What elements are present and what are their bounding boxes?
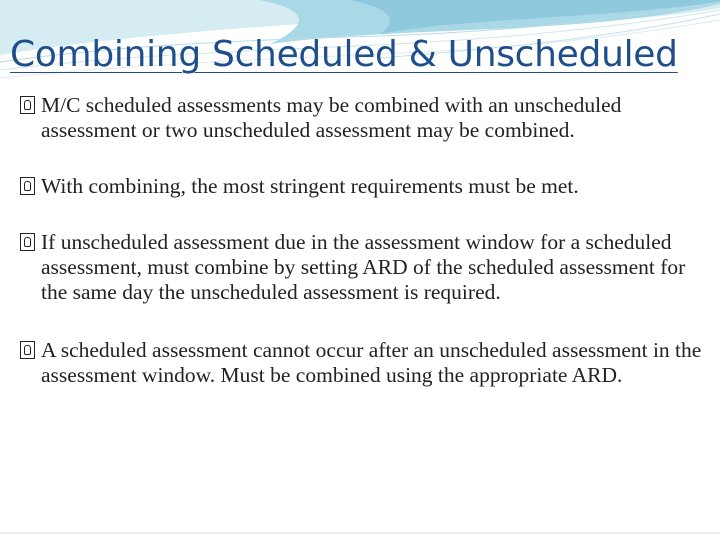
slide-title: Combining Scheduled & Unscheduled (10, 34, 678, 75)
bullet-text: With combining, the most stringent requirements must be met. (41, 174, 579, 198)
bullet-icon (20, 341, 35, 359)
bullet-item (18, 230, 714, 305)
bullet-item (18, 338, 714, 388)
bullet-text: If unscheduled assessment due in the assessment window for a scheduled assessment, must combine by setting ARD of the scheduled assessment for the same day the unscheduled assessment is required. (41, 230, 686, 304)
bullet-text: M/C scheduled assessments may be combined with an unscheduled assessment or two unscheduled assessment may be combined. (41, 93, 622, 142)
bullet-list (18, 93, 714, 388)
bullet-icon (20, 233, 35, 251)
bullet-item (18, 93, 714, 143)
footer-divider (0, 532, 720, 534)
bullet-icon (20, 177, 35, 195)
bullet-item (18, 174, 714, 199)
bullet-icon (20, 96, 35, 114)
bullet-text: A scheduled assessment cannot occur after an unscheduled assessment in the assessment window. Must be combined using the appropriate ARD. (41, 338, 702, 387)
